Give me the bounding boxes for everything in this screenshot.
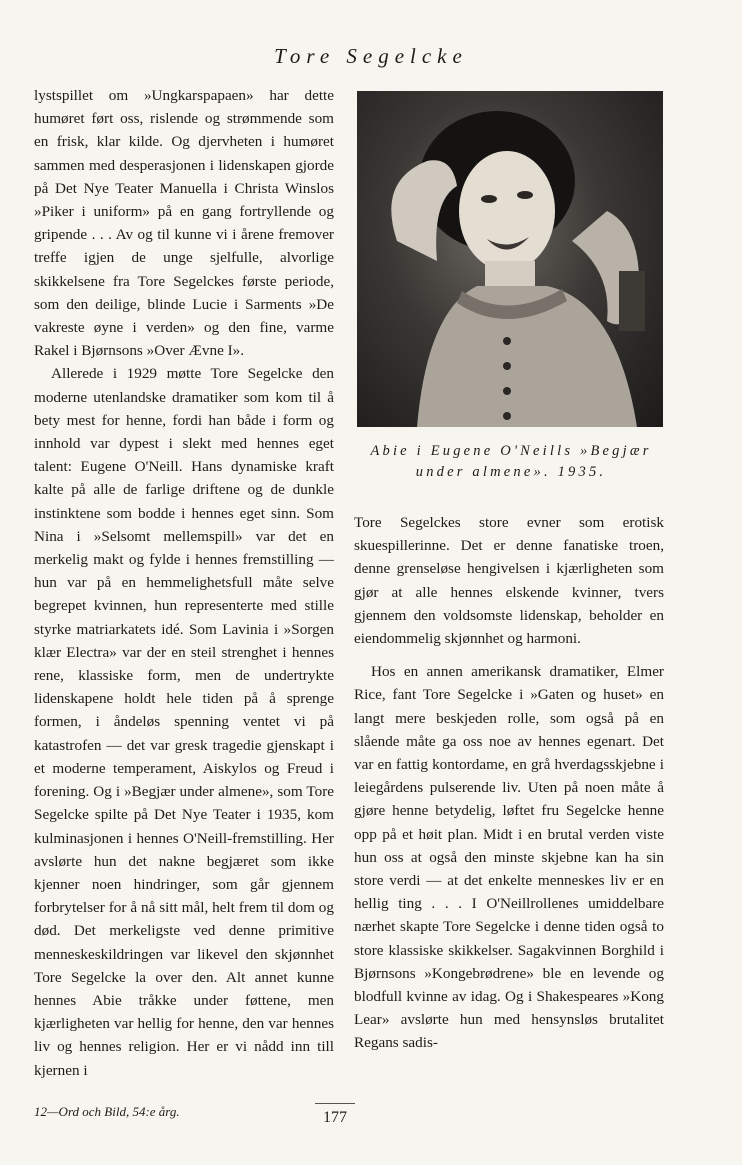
paragraph: Allerede i 1929 møtte Tore Segelcke den moderne utenlandske dramatiker som kom til å bety mest for henne, fordi han både i form og innhold var dypest i slekt med hennes eget talent: Eugene O'Neill. Hans dynamiske kraft kalte på alle de farlige driftene og de dunkle instinktene som bodde i hennes eget sinn. Som Nina i »Selsomt mellemspill» var det en merkelig makt og fylde i hennes fremstilling — hun var på en hemmelighetsfull måte selve begrepet kvinnen, hun representerte med stille styrke matriarkatets idé. Som Lavinia i »Sorgen klær Electra» var der en steil strenghet i hennes rene, klassiske form, men de undertrykte lidenskapene holdt hele tiden på å sprenge formen, i åndeløs spenning ventet vi på katastrofen — det var gresk tragedie gjenskapt i et moderne temperament, Aiskylos og Freud i forening. Og i »Begjær under almene», som Tore Segelcke spilte på Det Nye Teater i 1935, kom kulminasjonen i hennes O'Neill-fremstilling. Her avslørte hun det nakne begjæret som ikke kjenner noen hindringer, som går gjennem forbrytelser for å nå sitt mål, helt frem til dom og død. Det merkeligste ved denne primitive menneskeskildringen var likevel den skjønnhet Tore Segelcke la over den. Alt annet kunne hennes Abie tråkke under føttene, men kjærligheten var hellig for henne, den var hennes liv og hennes religion. Her er vi nådd inn till kjernen i [34, 365, 334, 1079]
footer-rule [315, 1103, 355, 1104]
paragraph: Hos en annen amerikansk dramatiker, Elmer Rice, fant Tore Segelcke i »Gaten og huset» en langt mere beskjeden rolle, som også på en slående måte ga oss noe av hennes egenart. Det var en fattig kontordame, en grå hverdagsskjebne i leiegårdens pulserende liv. Uten på noen måte å gjøre henne betydelig, løftet fru Segelcke henne opp på et høit plan. Midt i en brutal verden viste hun oss at også den minste skjebne kan ha sin store verdi — at det enkelte menneskes liv er en hellig ting . . . I O'Neillrollenes umiddelbare nærhet skapte Tore Segelcke i denne tiden også to store klassiske skikkelser. Sagakvinnen Borghild i Bjørnsons »Kongebrødrene» ble en levende og blodfull kvinne av idag. Og i Shakespeares »Kong Lear» avslørte hun med hensynsløs brutalitet Regans sadis- [354, 663, 664, 1052]
footer-signature: 12—Ord och Bild, 54:e årg. [34, 1104, 180, 1119]
page-number: 177 [323, 1109, 347, 1126]
photo-caption: Abie i Eugene O'Neills »Begjær under almene». 1935. [370, 443, 652, 480]
paragraph: Tore Segelckes store evner som erotisk skuespillerinne. Det er denne fanatiske troen, denne grenseløse hengivelsen i kjærligheten som gjør at alle hennes elskende kvinner, tvers gjennem den voldsomste lidenskap, beholder en eiendommelig skjønnhet og harmoni. [354, 514, 664, 648]
running-title: Tore Segelcke [274, 44, 468, 68]
right-column [354, 511, 664, 1055]
paragraph: lystspillet om »Ungkarspapaen» har dette humøret ført oss, rislende og strømmende som en frisk, klar kilde. Og djervheten i humøret sammen med desperasjonen i lidenskapen gjorde på Det Nye Teater Manuella i Christa Winslos »Piker i uniform» på en gang fortryllende og gripende . . . Av og til kunne vi i årene fremover treffe igjen de unge sjelfulle, alvorlige skikkelsene fra Tore Segelckes første periode, som den deilige, blinde Lucie i Sarments »De vakreste øyne i verden» og den fine, varme Rakel i Bjørnsons »Over Ævne I». [34, 87, 334, 360]
left-column [34, 84, 334, 1082]
portrait-photo [357, 91, 663, 427]
